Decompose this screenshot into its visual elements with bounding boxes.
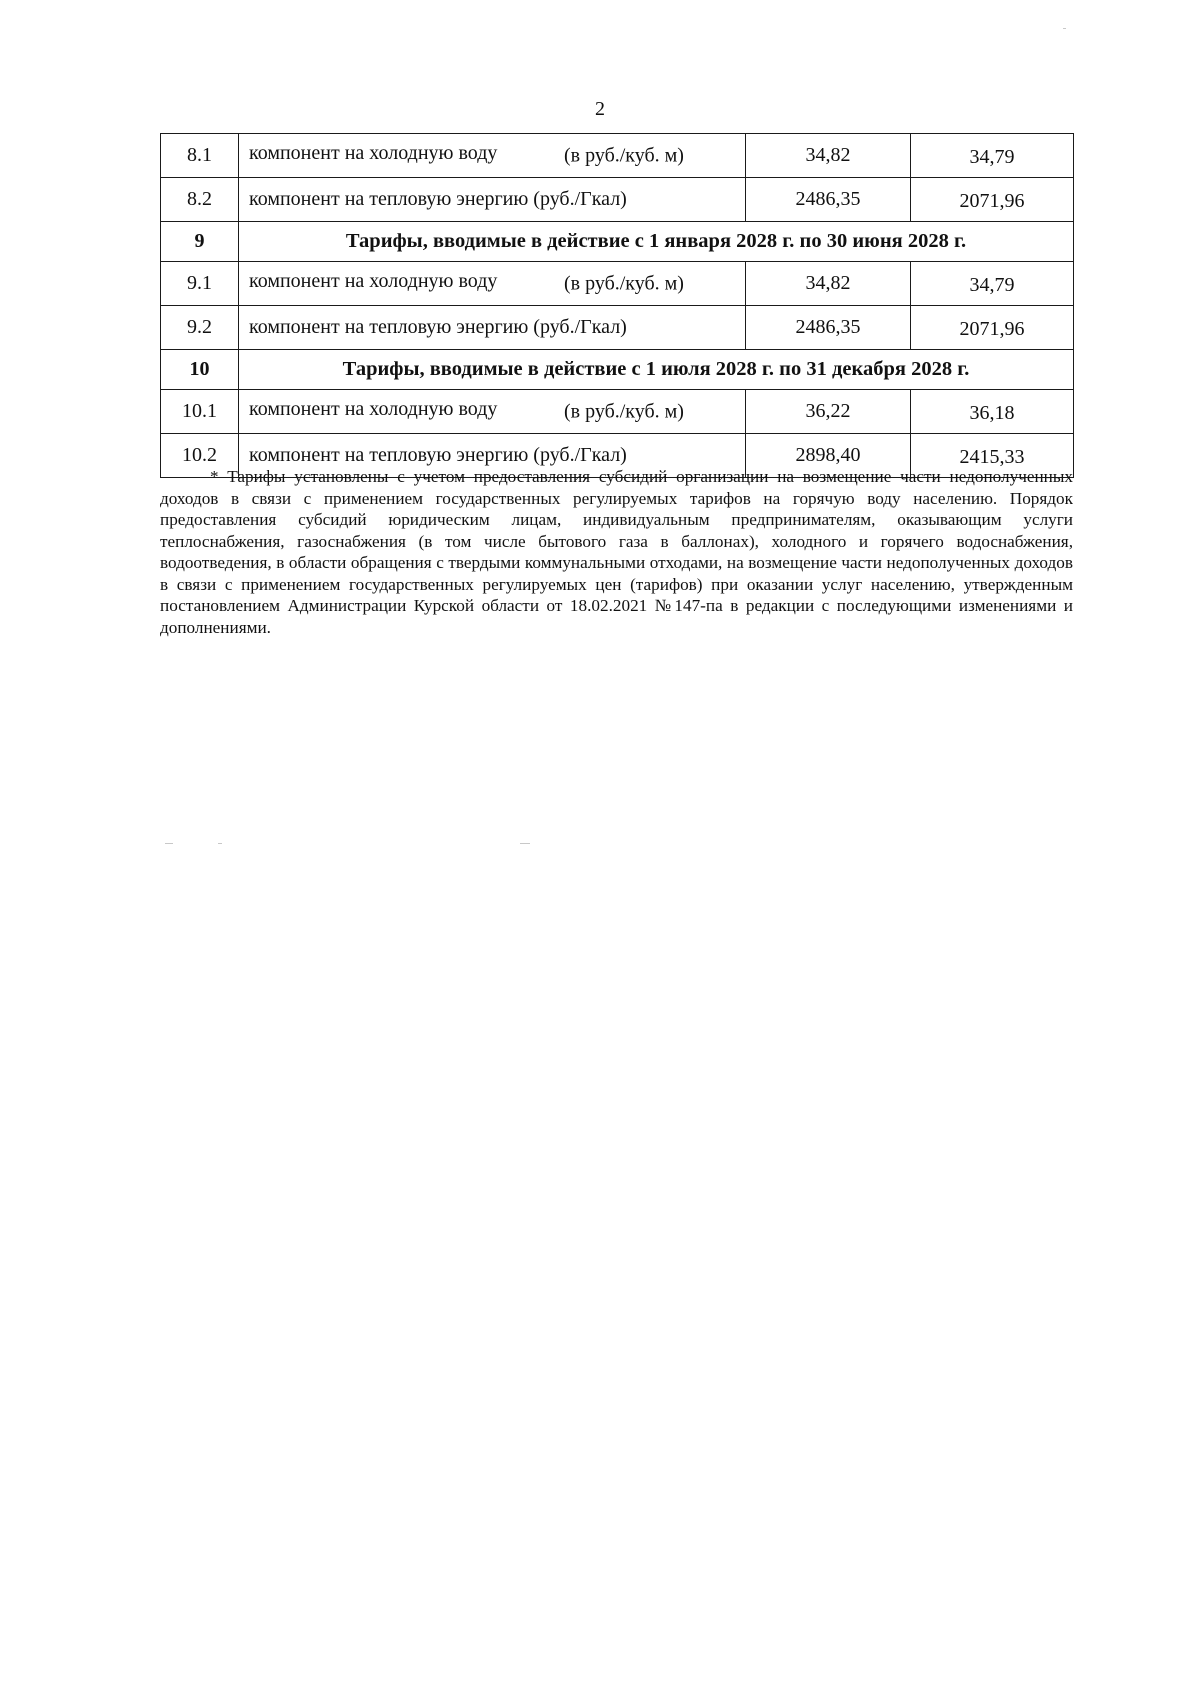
- component-label: компонент на холодную воду: [249, 398, 498, 420]
- section-row: [161, 350, 1074, 390]
- section-row: [161, 222, 1074, 262]
- tariff-value-2: 2071,96: [911, 178, 1074, 222]
- tariff-value-1: 2486,35: [746, 306, 911, 350]
- section-number: 9: [161, 222, 239, 262]
- scan-artifact: [165, 843, 173, 844]
- row-number: 9.1: [161, 262, 239, 306]
- tariff-value-2: 2071,96: [911, 306, 1074, 350]
- tariff-value-1: 2486,35: [746, 178, 911, 222]
- footnote-text: Тарифы установлены с учетом предоставления субсидий организации на возмещение части недополученных доходов в связи с применением государственных регулируемых тарифов на горячую воду населению. Порядок предоставления субсидий юридическим лицам, индивидуальным предпринимателям, оказывающим услуги теплоснабжения, газоснабжения (в том числе бытового газа в баллонах), холодного и горячего водоснабжения, водоотведения, в области обращения с твердыми коммунальными отходами, на возмещение части недополученных доходов в связи с применением государственных регулируемых цен (тарифов) при оказании услуг населению, утвержденным постановлением Администрации Курской области от 18.02.2021 №147-па в редакции с последующими изменениями и дополнениями.: [160, 467, 1074, 637]
- tariff-table: [160, 133, 1074, 478]
- page-number: 2: [595, 98, 605, 120]
- tariff-value-2: 34,79: [911, 262, 1074, 306]
- row-number: 9.2: [161, 306, 239, 350]
- scan-artifact: [520, 843, 530, 844]
- table-row: [161, 390, 1074, 434]
- table-row: [161, 262, 1074, 306]
- table-row: [161, 306, 1074, 350]
- tariff-table-body: [161, 134, 1074, 478]
- row-description: [239, 134, 746, 178]
- row-description: компонент на тепловую энергию (руб./Гкал): [239, 178, 746, 222]
- tariff-value-1: 34,82: [746, 134, 911, 178]
- row-number: 10.2: [161, 434, 239, 478]
- tariff-value-2: 34,79: [911, 134, 1074, 178]
- row-number: 8.1: [161, 134, 239, 178]
- row-description: компонент на тепловую энергию (руб./Гкал): [239, 306, 746, 350]
- table-row: [161, 178, 1074, 222]
- row-description: компонент на тепловую энергию (руб./Гкал): [239, 434, 746, 478]
- component-label: компонент на холодную воду: [249, 142, 498, 164]
- scan-artifact: [218, 843, 222, 844]
- section-title: Тарифы, вводимые в действие с 1 июля 2028 г. по 31 декабря 2028 г.: [239, 350, 1074, 390]
- tariff-value-1: 34,82: [746, 262, 911, 306]
- unit-label: (в руб./куб. м): [564, 272, 684, 294]
- tariff-value-2: 2415,33: [911, 434, 1074, 478]
- row-number: 10.1: [161, 390, 239, 434]
- row-description: [239, 390, 746, 434]
- tariff-value-1: 36,22: [746, 390, 911, 434]
- footnote-marker: *: [210, 467, 219, 486]
- component-label: компонент на холодную воду: [249, 270, 498, 292]
- row-number: 8.2: [161, 178, 239, 222]
- table-row: [161, 134, 1074, 178]
- unit-label: (в руб./куб. м): [564, 144, 684, 166]
- footnote: [160, 466, 1073, 638]
- tariff-value-2: 36,18: [911, 390, 1074, 434]
- section-number: 10: [161, 350, 239, 390]
- tariff-value-1: 2898,40: [746, 434, 911, 478]
- section-title: Тарифы, вводимые в действие с 1 января 2028 г. по 30 июня 2028 г.: [239, 222, 1074, 262]
- row-description: [239, 262, 746, 306]
- scan-artifact: [1063, 28, 1066, 29]
- unit-label: (в руб./куб. м): [564, 400, 684, 422]
